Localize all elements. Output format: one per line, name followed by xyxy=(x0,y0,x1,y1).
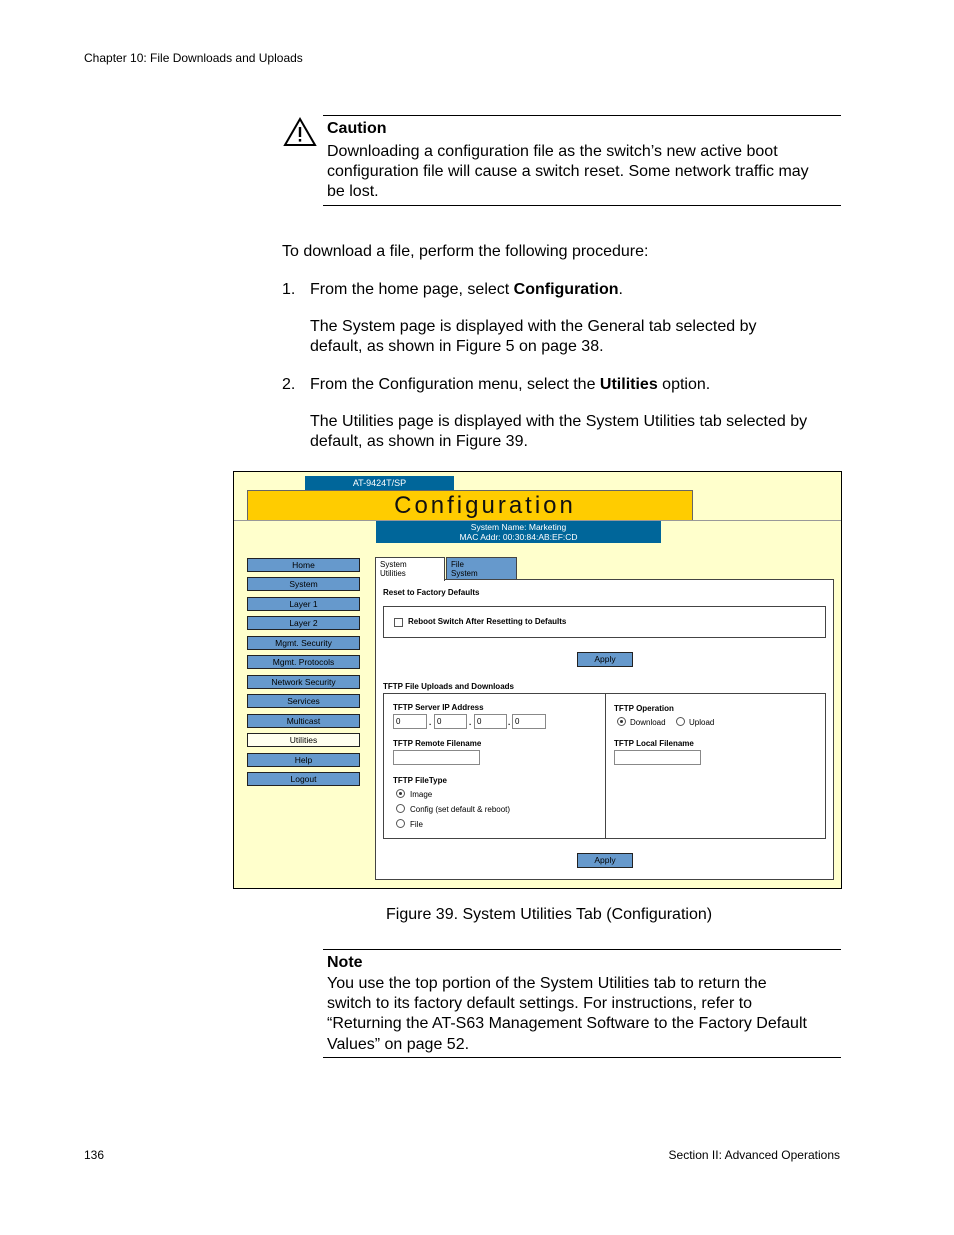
filetype-label: TFTP FileType xyxy=(393,776,447,785)
operation-download-radio[interactable] xyxy=(617,717,626,726)
note-line-2: switch to its factory default settings. For instructions, refer to xyxy=(327,995,753,1012)
nav-logout[interactable]: Logout xyxy=(247,772,360,786)
step-1-text: From the home page, select Configuration. xyxy=(310,281,623,298)
operation-download-label: Download xyxy=(630,718,666,727)
figure-caption: Figure 39. System Utilities Tab (Configuration) xyxy=(386,906,713,923)
tab-file-system[interactable]: File System xyxy=(446,557,517,580)
remote-filename-label: TFTP Remote Filename xyxy=(393,739,482,748)
ip-dot-2: . xyxy=(469,718,472,727)
ip-octet-4-input[interactable]: 0 xyxy=(512,714,546,729)
step-1-detail-line-1: The System page is displayed with the General tab selected by xyxy=(310,318,757,335)
apply-reset-button[interactable]: Apply xyxy=(577,652,633,667)
filetype-file-label: File xyxy=(410,820,423,829)
nav-utilities[interactable]: Utilities xyxy=(247,733,360,747)
step-1-number: 1. xyxy=(282,281,296,298)
apply-tftp-button[interactable]: Apply xyxy=(577,853,633,868)
ip-dot-1: . xyxy=(429,718,432,727)
nav-system[interactable]: System xyxy=(247,577,360,591)
operation-upload-label: Upload xyxy=(689,718,715,727)
caution-line-3: be lost. xyxy=(327,183,379,200)
reset-box xyxy=(383,606,826,638)
configuration-title: Configuration xyxy=(247,490,693,521)
caution-line-1: Downloading a configuration file as the switch’s new active boot xyxy=(327,143,778,160)
operation-label: TFTP Operation xyxy=(614,704,674,713)
filetype-image-radio[interactable] xyxy=(396,789,405,798)
ip-octet-1-input[interactable]: 0 xyxy=(393,714,427,729)
ip-dot-3: . xyxy=(508,718,511,727)
nav-network-security[interactable]: Network Security xyxy=(247,675,360,689)
reset-heading: Reset to Factory Defaults xyxy=(383,588,480,597)
utilities-panel xyxy=(375,579,834,880)
tab-system-utilities[interactable]: System Utilities xyxy=(375,557,445,581)
section-footer: Section II: Advanced Operations xyxy=(668,1148,840,1162)
mac-address: MAC Addr: 00:30:84:AB:EF:CD xyxy=(459,532,578,542)
nav-mgmt-protocols[interactable]: Mgmt. Protocols xyxy=(247,655,360,669)
caution-title: Caution xyxy=(327,120,387,137)
step-2-detail-line-1: The Utilities page is displayed with the System Utilities tab selected by xyxy=(310,413,808,430)
nav-help[interactable]: Help xyxy=(247,753,360,767)
reboot-checkbox[interactable] xyxy=(394,618,403,627)
tftp-heading: TFTP File Uploads and Downloads xyxy=(383,682,514,691)
reboot-checkbox-label: Reboot Switch After Resetting to Defaults xyxy=(408,617,567,626)
tftp-box xyxy=(383,693,826,839)
step-2-detail-line-2: default, as shown in Figure 39. xyxy=(310,433,528,450)
tftp-column-divider xyxy=(605,694,606,838)
figure-screenshot xyxy=(233,471,842,889)
note-line-1: You use the top portion of the System Utilities tab to return the xyxy=(327,975,767,992)
nav-mgmt-security[interactable]: Mgmt. Security xyxy=(247,636,360,650)
server-ip-label: TFTP Server IP Address xyxy=(393,703,484,712)
local-filename-label: TFTP Local Filename xyxy=(614,739,694,748)
filetype-file-radio[interactable] xyxy=(396,819,405,828)
intro-text: To download a file, perform the following procedure: xyxy=(282,243,649,260)
nav-multicast[interactable]: Multicast xyxy=(247,714,360,728)
nav-home[interactable]: Home xyxy=(247,558,360,572)
step-2-number: 2. xyxy=(282,376,296,393)
chapter-header: Chapter 10: File Downloads and Uploads xyxy=(84,51,303,65)
ip-octet-2-input[interactable]: 0 xyxy=(434,714,467,729)
nav-services[interactable]: Services xyxy=(247,694,360,708)
note-line-3: “Returning the AT-S63 Management Software to the Factory Default xyxy=(327,1015,807,1032)
note-top-rule xyxy=(323,949,841,950)
warning-icon xyxy=(283,117,317,147)
step-1-detail-line-2: default, as shown in Figure 5 on page 38. xyxy=(310,338,604,355)
system-info-banner xyxy=(376,521,661,543)
system-name: System Name: Marketing xyxy=(470,522,567,532)
nav-layer-2[interactable]: Layer 2 xyxy=(247,616,360,630)
step-2-text: From the Configuration menu, select the Utilities option. xyxy=(310,376,711,393)
model-banner: AT-9424T/SP xyxy=(305,476,454,491)
caution-bottom-rule xyxy=(323,205,841,206)
local-filename-input[interactable] xyxy=(614,750,701,765)
filetype-config-label: Config (set default & reboot) xyxy=(410,805,511,814)
filetype-config-radio[interactable] xyxy=(396,804,405,813)
caution-top-rule xyxy=(323,115,841,116)
note-line-4: Values” on page 52. xyxy=(327,1036,470,1053)
caution-line-2: configuration file will cause a switch reset. Some network traffic may xyxy=(327,163,809,180)
operation-upload-radio[interactable] xyxy=(676,717,685,726)
ip-octet-3-input[interactable]: 0 xyxy=(474,714,507,729)
page-number: 136 xyxy=(84,1148,105,1162)
note-bottom-rule xyxy=(323,1057,841,1058)
remote-filename-input[interactable] xyxy=(393,750,480,765)
note-title: Note xyxy=(327,954,363,971)
filetype-image-label: Image xyxy=(410,790,433,799)
nav-layer-1[interactable]: Layer 1 xyxy=(247,597,360,611)
